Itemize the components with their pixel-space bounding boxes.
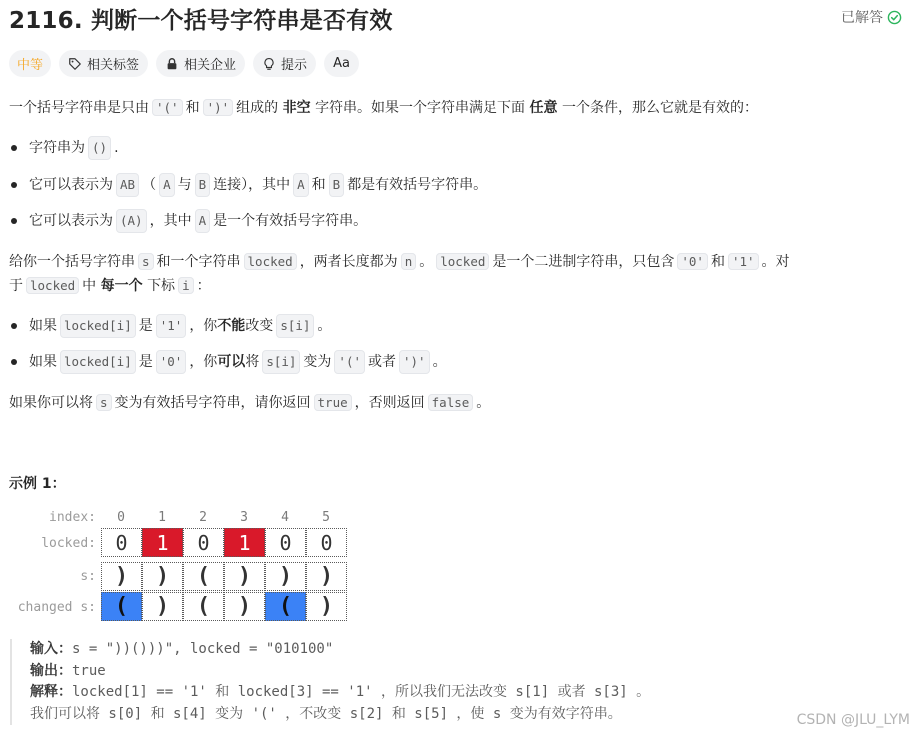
s-cell: ) xyxy=(265,562,306,591)
lightbulb-icon xyxy=(262,57,276,71)
changed-cell: ) xyxy=(142,592,183,621)
output-label: 输出： xyxy=(30,662,72,679)
input-label: 输入： xyxy=(30,641,72,657)
solved-status xyxy=(841,7,902,27)
lock-icon xyxy=(165,57,179,71)
locked-cell: 0 xyxy=(306,528,347,557)
s-cell: ) xyxy=(224,562,265,591)
changed-cell: ) xyxy=(306,592,347,621)
locked-cell: 1 xyxy=(224,528,265,557)
index-label: 3 xyxy=(240,510,248,525)
row-label-changed: changed s: xyxy=(17,600,96,615)
changed-cell: ( xyxy=(101,592,142,621)
list-item: 如果 locked[i] 是 '1' ，你 不能 改变 s[i] 。 xyxy=(9,314,331,338)
index-label: 0 xyxy=(117,510,125,525)
list-item: 它可以表示为 AB （ A 与 B 连接），其中 A 和 B 都是有效括号字符串。 xyxy=(9,173,487,197)
changed-cell: ) xyxy=(224,592,265,621)
s-cell: ) xyxy=(306,562,347,591)
row-label-locked: locked: xyxy=(41,536,96,551)
description-paragraph-2: 给你一个括号字符串 s 和一个字符串 locked ，两者长度都为 n 。 locked 是一个二进制字符串，只包含 '0' 和 '1' 。对 于 locked 中 每一个 下标 i ： xyxy=(9,254,790,294)
index-label: 2 xyxy=(199,510,207,525)
changed-cell: ( xyxy=(183,592,224,621)
explain-line-2: 我们可以将 s[0] 和 s[4] 变为 '(' ，不改变 s[2] 和 s[5] ，使 s 变为有效字符串。 xyxy=(30,705,622,722)
row-label-index: index: xyxy=(49,510,96,525)
index-label: 1 xyxy=(158,510,166,525)
list-item: 如果 locked[i] 是 '0' ，你 可以 将 s[i] 变为 '(' 或者 ')' 。 xyxy=(9,350,447,374)
list-item: 字符串为 () . xyxy=(9,136,119,160)
row-label-s: s: xyxy=(80,569,96,584)
description-paragraph-1: 一个括号字符串是只由 '(' 和 ')' 组成的 非空 字符串。如果一个字符串满足下面 任意 一个条件，那么它就是有效的： xyxy=(9,100,758,116)
list-item: 它可以表示为 (A) ，其中 A 是一个有效括号字符串。 xyxy=(9,209,367,233)
locked-cell: 1 xyxy=(142,528,183,557)
example-code-block xyxy=(10,639,650,725)
hint-button[interactable]: 提示 xyxy=(253,50,316,77)
translate-icon: Aa xyxy=(333,56,350,71)
example-title: 示例 1： xyxy=(9,476,66,492)
explain-label: 解释： xyxy=(30,684,72,700)
example-figure xyxy=(0,506,360,624)
bullet-icon xyxy=(11,145,17,151)
watermark: CSDN @JLU_LYM xyxy=(796,712,910,728)
tag-icon xyxy=(68,57,82,71)
related-tags-button[interactable]: 相关标签 xyxy=(59,50,148,77)
explain-line-1: locked[1] == '1' 和 locked[3] == '1' ，所以我们无法改变 s[1] 或者 s[3] 。 xyxy=(72,684,651,700)
s-cell: ) xyxy=(101,562,142,591)
changed-cell: ( xyxy=(265,592,306,621)
index-label: 5 xyxy=(322,510,330,525)
bullet-icon xyxy=(11,359,17,365)
s-cell: ) xyxy=(142,562,183,591)
bullet-icon xyxy=(11,218,17,224)
description-paragraph-3: 如果你可以将 s 变为有效括号字符串，请你返回 true ，否则返回 false 。 xyxy=(9,395,491,411)
related-companies-button[interactable]: 相关企业 xyxy=(156,50,245,77)
bullet-icon xyxy=(11,182,17,188)
locked-cell: 0 xyxy=(183,528,224,557)
s-cell: ( xyxy=(183,562,224,591)
locked-cell: 0 xyxy=(265,528,306,557)
tag-bar xyxy=(9,50,359,77)
input-value: s = "))()))", locked = "010100" xyxy=(72,641,334,657)
locked-cell: 0 xyxy=(101,528,142,557)
index-label: 4 xyxy=(281,510,289,525)
problem-title: 2116. 判断一个括号字符串是否有效 xyxy=(9,8,393,34)
font-toggle-button[interactable] xyxy=(324,50,359,77)
solved-label: 已解答 xyxy=(841,10,883,26)
bullet-icon xyxy=(11,323,17,329)
difficulty-badge: 中等 xyxy=(9,50,51,77)
output-value: true xyxy=(72,662,106,679)
check-circle-icon xyxy=(887,10,902,25)
